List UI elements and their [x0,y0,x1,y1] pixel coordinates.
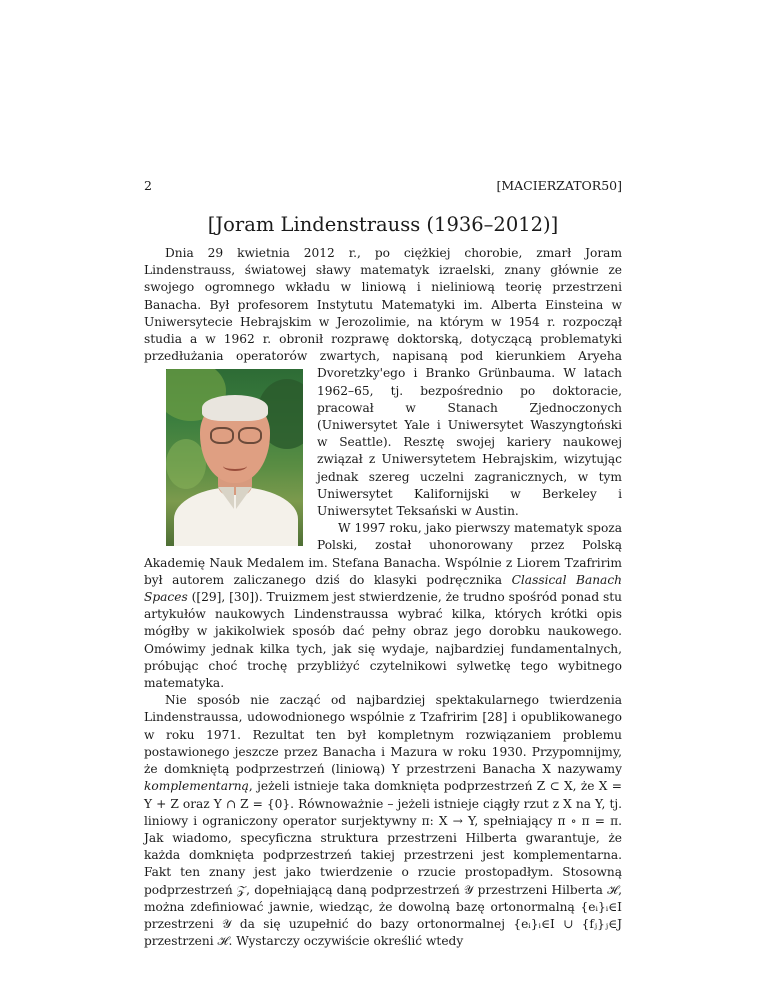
running-head: [MACIERZATOR50] [496,178,622,193]
paragraph-2-part-b: ([29], [30]). Truizmem jest stwierdzenie, że trudno spośród ponad stu artykułów naukowych Lindenstraussa wybrać kilka, których krótki opis mógłby w jakikolwiek sposób dać pełny obraz jego dorobku naukowego. Omówimy jednak kilka tych, jak się wydaje, najbardziej fundamentalnych, próbując choć trochę przybliżyć czytelnikowi sylwetkę tego wybitnego matematyka. [144,590,623,691]
paragraph-1 [144,245,622,520]
paragraph-2-part-a: W 1997 roku, jako pierwszy matematyk spoza Polski, został uhonorowany przez Polską Akademię Nauk Medalem im. Stefana Banacha. Wspólnie z Liorem Tzafririm był autorem zaliczanego dziś do klasyki podręcznika [144,521,622,587]
article-title: [Joram Lindenstrauss (1936–2012)] [207,213,559,236]
paragraph-1-part-a: Dnia 29 kwietnia 2012 r., po ciężkiej chorobie, zmarł Joram Lindenstrauss, światowej sławy matematyk izraelski, znany głównie ze swojego ogromnego wkładu w liniową i nieliniową teorię przestrzeni Banacha. Był profesorem Instytutu Matematyki im. Alberta Einsteina w Uniwersytecie Hebrajskim w Jerozolimie, na którym w 1954 r. rozpoczął studia a w 1962 r. obronił rozprawę doktorską, dotyczącą problematyki przedłużania operatorów zwartych, napisaną pod kierunkiem Aryeha Dvoretzky'ego i Branko Grünbauma. [144,246,622,381]
paragraph-3-part-a: Nie sposób nie zacząć od najbardziej spektakularnego twierdzenia Lindenstraussa, udowodnionego wspólnie z Tzafririm [28] i opublikowanego w roku 1971. Rezultat ten był kompletnym rozwiązaniem problemu postawionego jeszcze przez Banacha i Mazura w roku 1930. Przypomnijmy, że domkniętą podprzestrzeń (liniową) Y przestrzeni Banacha X nazywamy [144,693,622,777]
article-body [144,245,622,950]
paragraph-1-part-b: W latach 1962–65, tj. bezpośrednio po doktoracie, pracował w Stanach Zjednoczonych (Uniwersytet Yale i Uniwersytet Waszyngtoński w Seattle). Resztę swojej kariery naukowej związał z Uniwersytetem Hebrajskim, wizytując jednak szereg uczelni zagranicznych, w tym Uniwersytet Kalifornijski w Berkeley i Uniwersytet Teksański w Austin. [317,366,623,519]
page-number: 2 [144,178,152,193]
book-title: Classical Banach Spaces [144,572,623,605]
paragraph-3 [144,692,622,950]
paragraph-3-part-b: , jeżeli istnieje taka domknięta podprzestrzeń Z ⊂ X, że X = Y + Z oraz Y ∩ Z = {0}. Równoważnie – jeżeli istnieje ciągły rzut z X na Y, tj. liniowy i ograniczony operator surjektywny π: X → Y, spełniający π ∘ π = π. Jak wiadomo, specyficzna struktura przestrzeni Hilberta gwarantuje, że każda domknięta podprzestrzeń takiej przestrzeni jest komplementarna. Fakt ten znany jest jako twierdzenie o rzucie prostopadłym. Stosowną podprzestrzeń 𝒵, dopełniającą daną podprzestrzeń 𝒴 przestrzeni Hilberta ℋ, można zdefiniować jawnie, wiedząc, że dowolną bazę ortonormalną {eᵢ}ᵢ∈I przestrzeni 𝒴 da się uzupełnić do bazy ortonormalnej {eᵢ}ᵢ∈I ∪ {fⱼ}ⱼ∈J przestrzeni ℋ. Wystarczy oczywiście określić wtedy [144,779,622,949]
portrait-photo [166,369,303,546]
term-komplementarna: komplementarną [144,779,249,794]
